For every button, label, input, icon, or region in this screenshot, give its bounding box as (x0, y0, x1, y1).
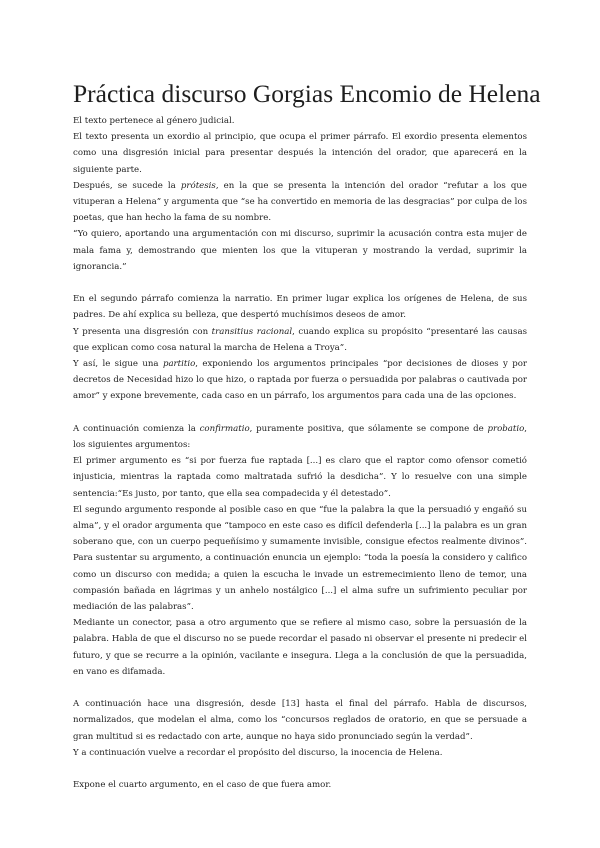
paragraph: Expone el cuarto argumento, en el caso de que fuera amor. (73, 780, 332, 791)
quote-paragraph: “Yo quiero, aportando una argumentación con mi discurso, suprimir la acusación contra esta mujer de mala fama y, demostrando que mienten los que la vituperan y mostrando la verdad, suprimir la ignorancia.” (73, 229, 527, 272)
paragraph (73, 356, 527, 405)
term-transitius: transitius racional (211, 326, 293, 337)
paragraph (73, 324, 527, 356)
text-run: Y presenta una disgresión con (73, 326, 212, 337)
text-run: Después, se sucede la (73, 180, 181, 191)
text-run: , cuando explica su propósito “presentaré las causas que explican como cosa natural la marcha de Helena a Troya”. (73, 326, 527, 353)
paragraph-gap (73, 275, 527, 291)
page-title: Práctica discurso Gorgias Encomio de Helena (73, 79, 541, 108)
paragraph-gap (73, 680, 527, 696)
paragraph (73, 421, 527, 453)
text-run: , los siguientes argumentos: (73, 423, 527, 451)
paragraph: Y a continuación vuelve a recordar el propósito del discurso, la inocencia de Helena. (73, 747, 443, 758)
term-probatio: probatio (487, 423, 525, 434)
paragraph: Mediante un conector, pasa a otro argumento que se refiere al mismo caso, sobre la persuasión de la palabra. Habla de que el discurso no se puede recordar el pasado ni observar el presente ni predecir el futuro, y que se recurre a la opinión, vacilante e insegura. Llega a la conclusión de que la persuadida, en vano es difamada. (73, 618, 527, 677)
term-protesis: prótesis (180, 180, 216, 191)
paragraph-gap (73, 761, 527, 777)
text-run: , exponiendo los argumentos principales “por decisiones de dioses y por decretos de Necesidad hizo lo que hizo, o raptada por fuerza o persuadida por palabras o cautivada por amor” y expone brevemente, cada caso en un párrafo, los argumentos para cada una de las opciones. (73, 359, 527, 402)
document-body (73, 113, 527, 793)
paragraph: En el segundo párrafo comienza la narratio. En primer lugar explica los orígenes de Helena, de sus padres. De ahí explica su belleza, que despertó muchísimos deseos de amor. (73, 294, 527, 321)
text-run: , puramente positiva, que sólamente se compone de (249, 423, 488, 434)
paragraph: El segundo argumento responde al posible caso en que “fue la palabra la que la persuadió y engañó su alma”, y el orador argumenta que “tampoco en este caso es difícil defenderla [...] la palabra es un gran soberano que, con un cuerpo pequeñísimo y sumamente invisible, consigue efectos realmente divinos”. Para sustentar su argumento, a continuación enuncia un ejemplo: “toda la poesía la considero y califico como un discurso con medida; a quien la escucha le invade un estremecimiento lleno de temor, una compasión bañada en lágrimas y un anhelo nostálgico [...] el alma sufre un sufrimiento peculiar por mediación de las palabras”. (73, 504, 527, 613)
text-run: Y así, le sigue una (73, 359, 163, 370)
paragraph (73, 178, 527, 227)
paragraph: El texto pertenece al género judicial. (73, 116, 235, 126)
text-run: , en la que se presenta la intención del orador “refutar a los que vituperan a Helena” y argumenta que “se ha convertido en memoria de las desgracias” por culpa de los poetas, que han hecho la fama de su nombre. (73, 180, 528, 224)
term-partitio: partitio (162, 359, 196, 370)
text-run: A continuación comienza la (73, 423, 200, 434)
paragraph: A continuación hace una disgresión, desde [13] hasta el final del párrafo. Habla de discursos, normalizados, que modelan el alma, como los “concursos reglados de oratorio, en que se persuade a gran multitud si es redactado con arte, aunque no haya sido pronunciado según la verdad”. (73, 699, 527, 742)
paragraph-gap (73, 405, 527, 421)
term-confirmatio: confirmatio (199, 423, 250, 434)
paragraph: El texto presenta un exordio al principio, que ocupa el primer párrafo. El exordio presenta elementos como una disgresión inicial para presentar después la intención del orador, que aparecerá en la siguiente parte. (73, 132, 527, 175)
paragraph: El primer argumento es “si por fuerza fue raptada [...] es claro que el raptor como ofensor cometió injusticia, mientras la raptada como maltratada sufrió la desdicha”. Y lo resuelve con una simple sentencia:“Es justo, por tanto, que ella sea compadecida y él detestado”. (73, 456, 527, 499)
